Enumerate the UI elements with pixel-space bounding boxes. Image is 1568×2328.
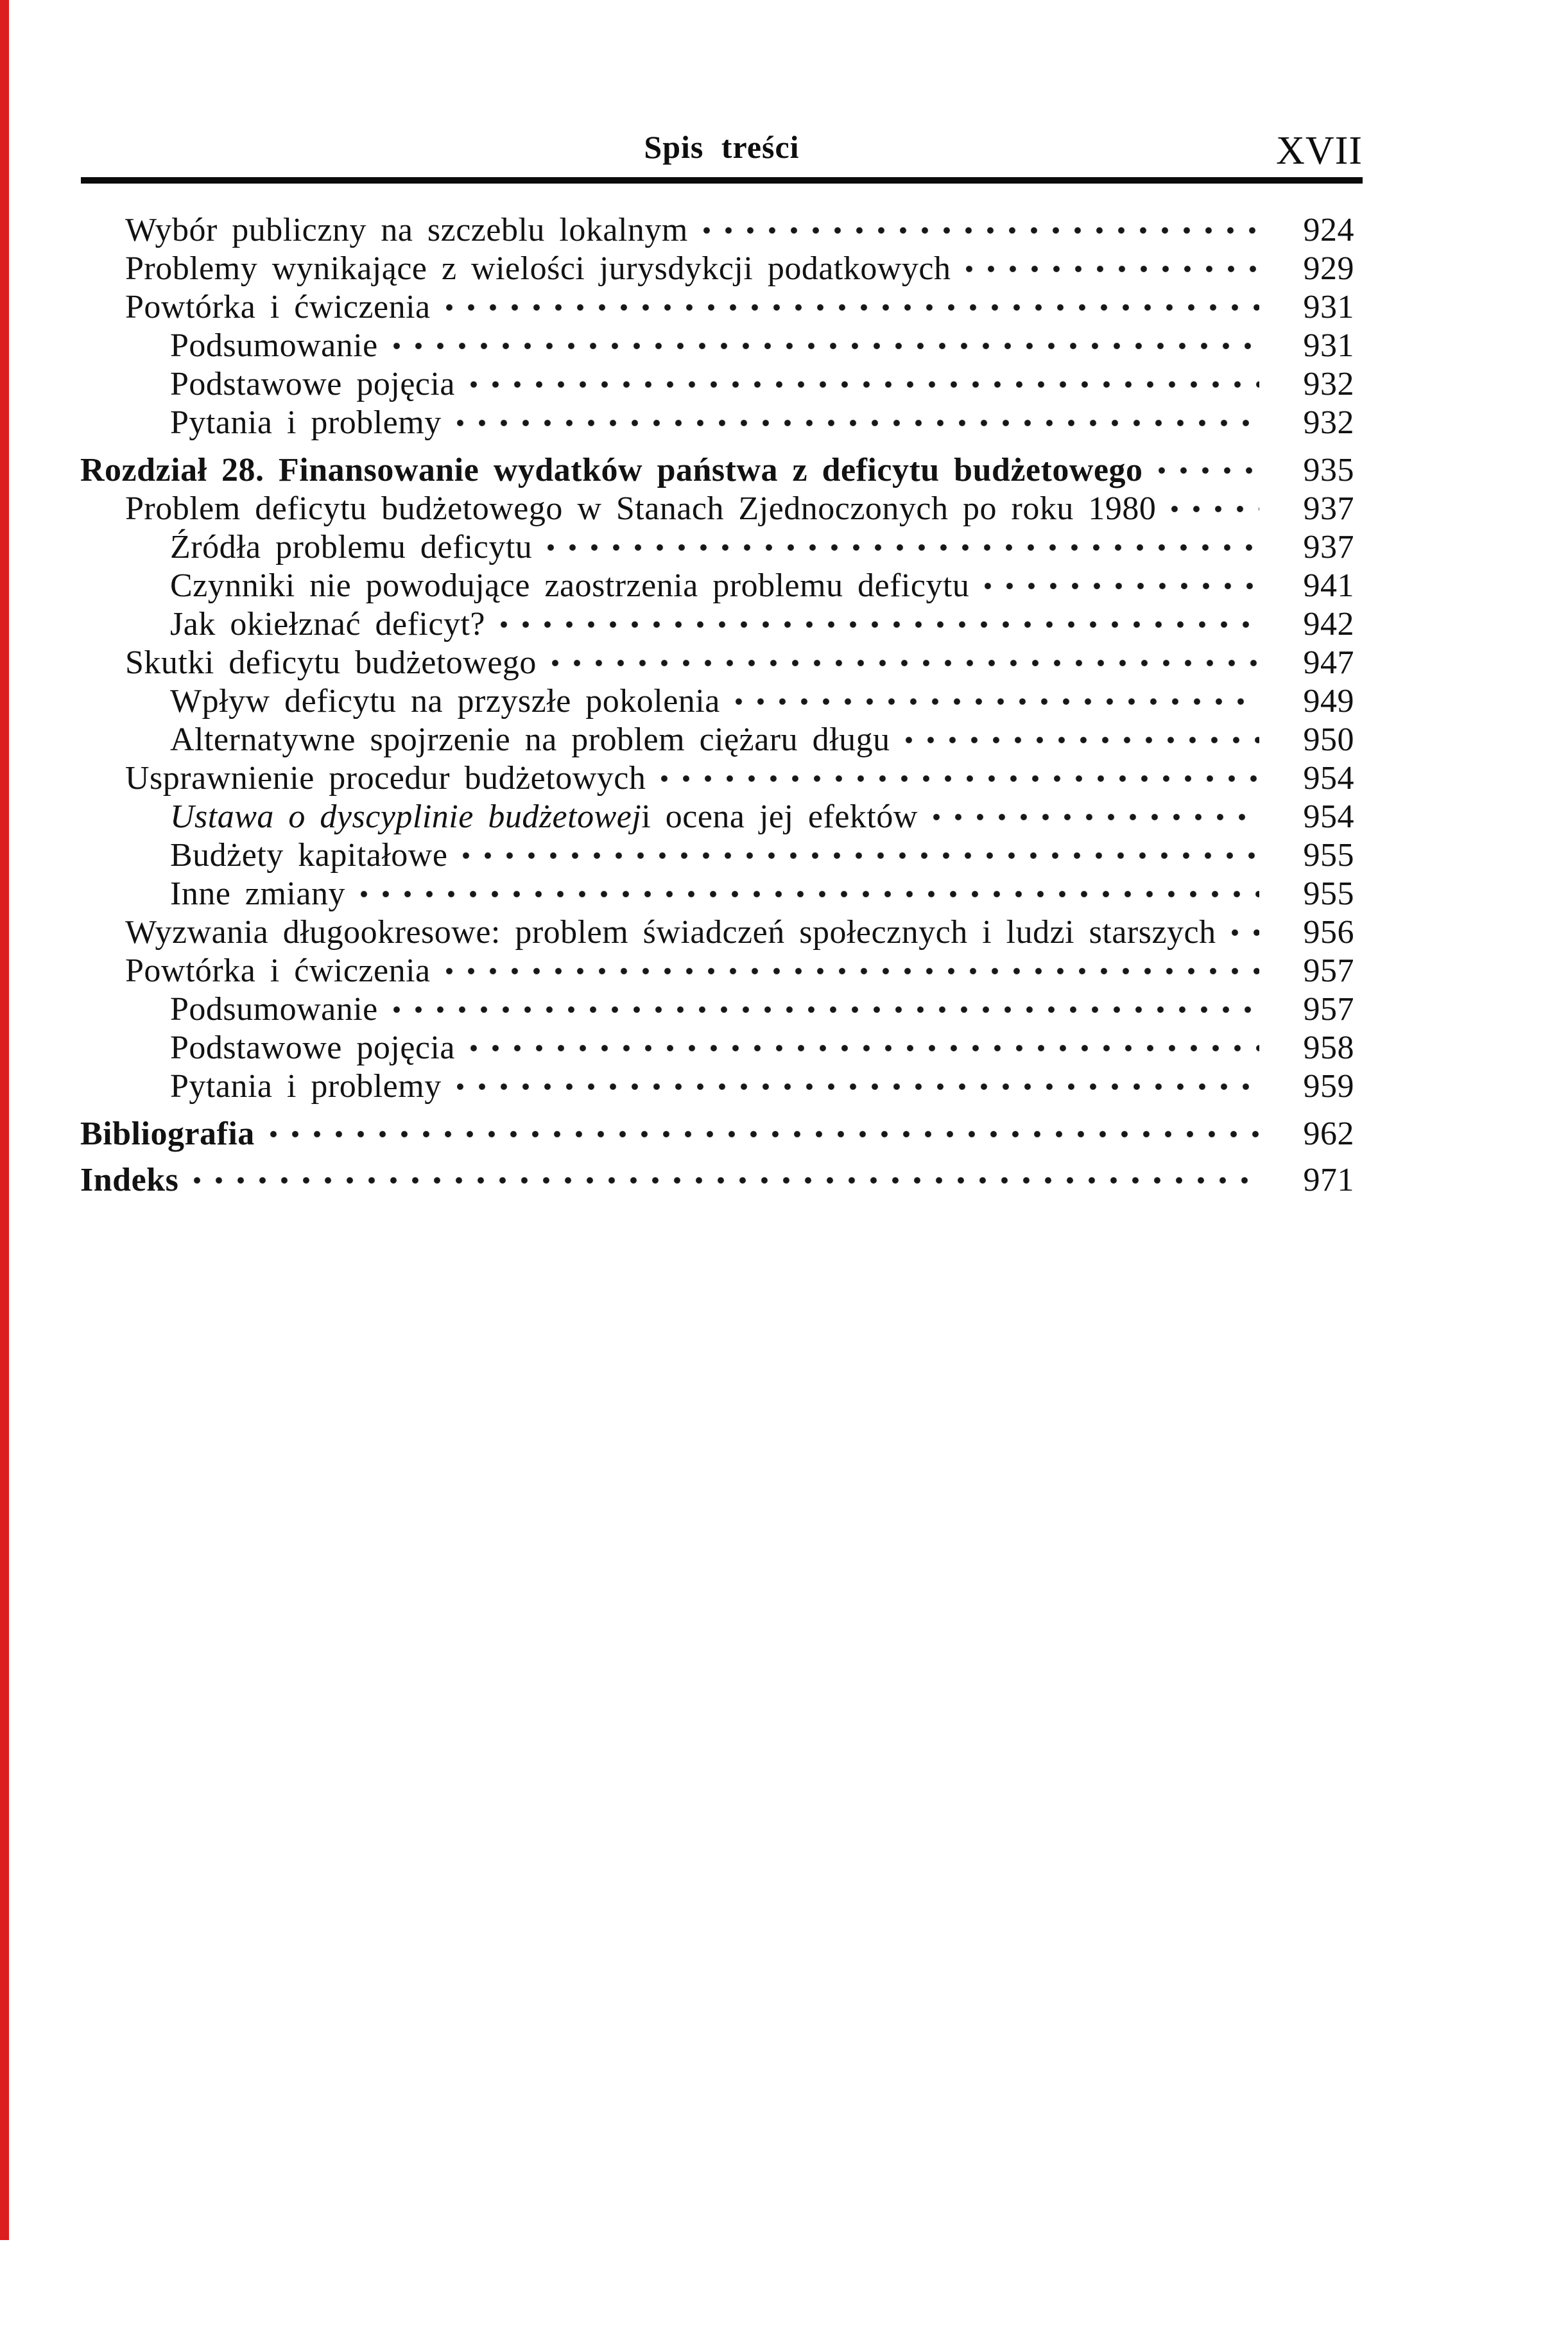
toc-entry-page: 935 [1303, 452, 1354, 488]
dot-leader [194, 1170, 1259, 1191]
toc-entry-page: 942 [1303, 606, 1354, 642]
toc-row [0, 759, 1354, 798]
dot-leader [457, 413, 1259, 433]
toc-row [0, 567, 1354, 605]
dot-leader [470, 374, 1259, 395]
toc-entry-title: Skutki deficytu budżetowego [125, 644, 537, 681]
header-rule [81, 177, 1363, 184]
toc-entry-title: Powtórka i ćwiczenia [125, 289, 431, 325]
toc-row [0, 798, 1354, 836]
toc-row [0, 250, 1354, 288]
toc-entry-page: 932 [1303, 366, 1354, 402]
dot-leader [270, 1124, 1259, 1144]
toc-entry-page: 962 [1303, 1116, 1354, 1152]
toc-row [0, 836, 1354, 875]
page-header [81, 127, 1363, 173]
toc-entry-title: Podstawowe pojęcia [170, 1030, 456, 1066]
dot-leader [470, 1038, 1259, 1058]
dot-leader [966, 259, 1259, 279]
dot-leader [1171, 499, 1259, 519]
dot-leader [933, 807, 1259, 827]
toc-row [0, 605, 1354, 644]
toc-entry-page: 931 [1303, 327, 1354, 364]
toc-entry-title: Jak okiełznać deficyt? [170, 606, 485, 642]
toc-entry-title: Wyzwania długookresowe: problem świadczeń społecznych i ludzi starszych [125, 914, 1216, 951]
toc-entry-title: Wybór publiczny na szczeblu lokalnym [125, 212, 688, 248]
dot-leader [552, 653, 1259, 673]
toc-entry-page: 941 [1303, 567, 1354, 604]
toc-entry-title: Pytania i problemy [170, 404, 442, 441]
toc-entry-page: 955 [1303, 837, 1354, 874]
toc-entry-title: Wpływ deficytu na przyszłe pokolenia [170, 683, 720, 720]
toc-entry-page: 929 [1303, 250, 1354, 287]
toc-entry-page: 937 [1303, 490, 1354, 527]
toc-row [0, 490, 1354, 528]
dot-leader [906, 730, 1259, 750]
toc-row [0, 721, 1354, 759]
toc-entry-page: 955 [1303, 875, 1354, 912]
toc-entry-title: Podstawowe pojęcia [170, 366, 456, 402]
toc-list [0, 211, 1354, 1200]
toc-entry-page: 957 [1303, 953, 1354, 989]
toc-entry-title: Pytania i problemy [170, 1068, 442, 1105]
dot-leader [1232, 922, 1259, 943]
dot-leader [446, 297, 1259, 318]
toc-row [0, 1029, 1354, 1067]
dot-leader [661, 768, 1259, 789]
toc-entry-title: Podsumowanie [170, 991, 378, 1028]
toc-entry-title: Indeks [80, 1162, 179, 1198]
toc-row [0, 913, 1354, 952]
toc-entry-title: Problem deficytu budżetowego w Stanach Zjednoczonych po roku 1980 [125, 490, 1157, 527]
toc-entry-page: 954 [1303, 798, 1354, 835]
toc-row [0, 682, 1354, 721]
dot-leader [457, 1076, 1259, 1097]
page-number-roman: XVII [1276, 129, 1363, 173]
dot-leader [446, 961, 1259, 981]
dot-leader [361, 884, 1259, 904]
toc-row [0, 211, 1354, 250]
toc-entry-page: 931 [1303, 289, 1354, 325]
toc-entry-title: Problemy wynikające z wielości jurysdykcji podatkowych [125, 250, 951, 287]
toc-row [0, 1067, 1354, 1106]
toc-entry-page: 957 [1303, 991, 1354, 1028]
toc-entry-title: Alternatywne spojrzenie na problem ciężaru długu [170, 721, 890, 758]
toc-row [0, 990, 1354, 1029]
dot-leader [703, 220, 1259, 241]
toc-row [0, 404, 1354, 442]
toc-row [0, 528, 1354, 567]
toc-entry-title: Usprawnienie procedur budżetowych [125, 760, 646, 797]
toc-row [0, 365, 1354, 404]
toc-entry-title: Powtórka i ćwiczenia [125, 953, 431, 989]
toc-entry-title: Inne zmiany [170, 875, 345, 912]
toc-entry-page: 924 [1303, 212, 1354, 248]
toc-entry-title: Rozdział 28. Finansowanie wydatków państwa z deficytu budżetowego [80, 452, 1143, 488]
toc-entry-title: Czynniki nie powodujące zaostrzenia problemu deficytu [170, 567, 970, 604]
toc-row [0, 1115, 1354, 1153]
toc-entry-page: 947 [1303, 644, 1354, 681]
toc-row [0, 952, 1354, 990]
toc-row [0, 288, 1354, 327]
dot-leader [501, 614, 1259, 635]
toc-entry-page: 956 [1303, 914, 1354, 951]
toc-row [0, 875, 1354, 913]
dot-leader [985, 576, 1259, 596]
toc-entry-page: 971 [1303, 1162, 1354, 1198]
toc-entry-title: i ocena jej efektów [641, 798, 918, 835]
toc-entry-page: 950 [1303, 721, 1354, 758]
toc-entry-title-italic: Ustawa o dyscyplinie budżetowej [170, 798, 642, 835]
toc-row [0, 327, 1354, 365]
toc-entry-title: Podsumowanie [170, 327, 378, 364]
toc-entry-page: 958 [1303, 1030, 1354, 1066]
toc-row [0, 644, 1354, 682]
dot-leader [393, 336, 1259, 356]
dot-leader [393, 999, 1259, 1020]
dot-leader [1159, 460, 1259, 481]
toc-entry-page: 932 [1303, 404, 1354, 441]
page-title: Spis treści [644, 129, 800, 165]
toc-row [0, 451, 1354, 490]
toc-entry-title: Budżety kapitałowe [170, 837, 448, 874]
dot-leader [463, 845, 1259, 866]
dot-leader [736, 691, 1259, 712]
dot-leader [547, 537, 1259, 558]
toc-entry-page: 959 [1303, 1068, 1354, 1105]
toc-entry-title: Źródła problemu deficytu [170, 529, 533, 565]
toc-row [0, 1161, 1354, 1200]
toc-entry-page: 937 [1303, 529, 1354, 565]
toc-entry-title: Bibliografia [80, 1116, 255, 1152]
toc-entry-page: 949 [1303, 683, 1354, 720]
toc-entry-page: 954 [1303, 760, 1354, 797]
